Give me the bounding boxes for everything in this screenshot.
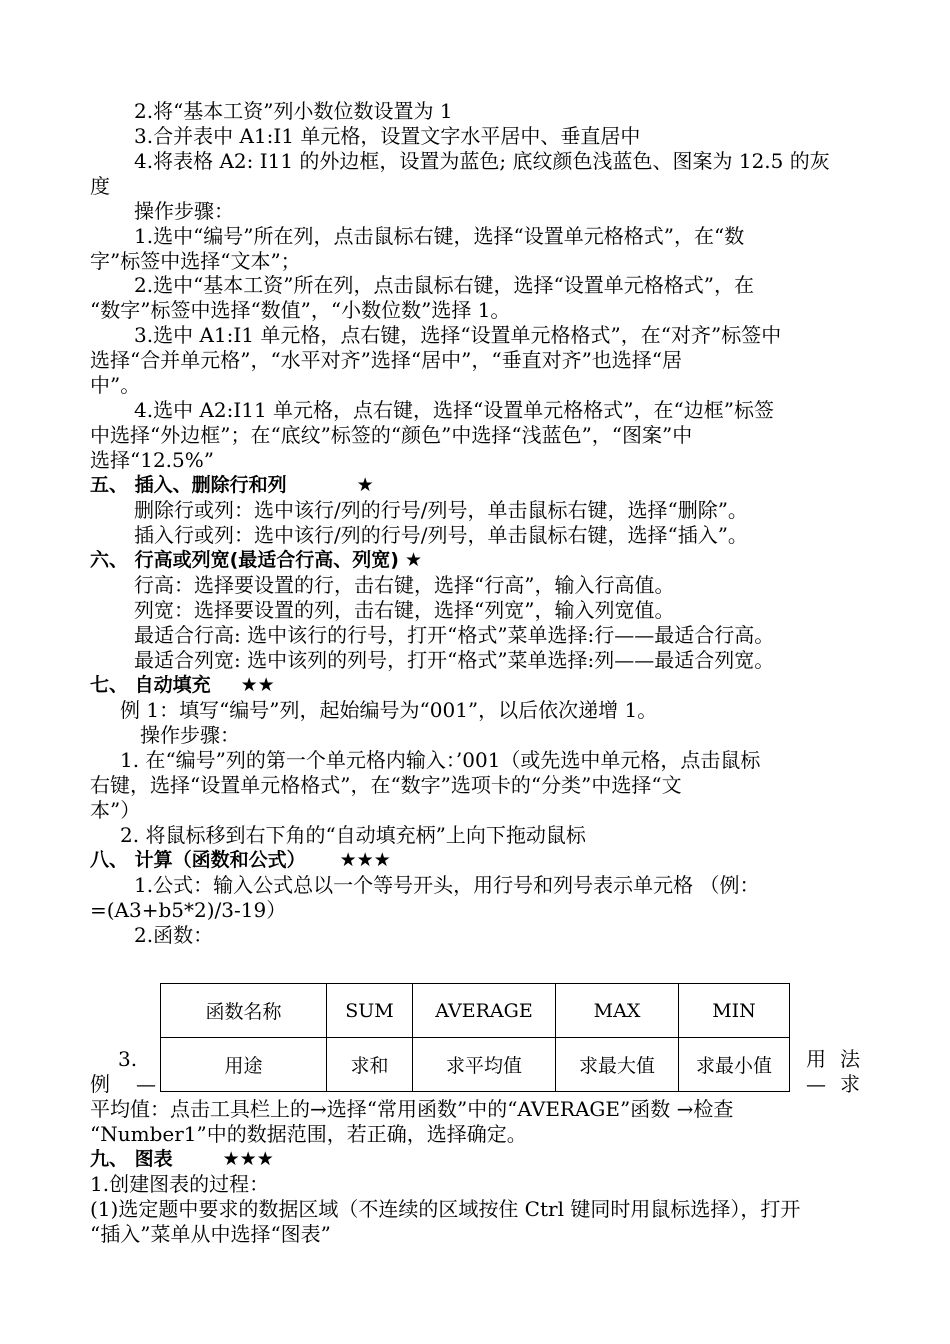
text-line: 2.函数： [134,923,214,947]
table-cell: MIN [679,984,790,1038]
star-icon: ★★★ [222,1148,274,1170]
section-heading: 五、 插入、删除行和列 ★ [90,474,374,496]
text-line: 最适合列宽: 选中该列的列号，打开“格式”菜单选择:列——最适合列宽。 [134,648,775,672]
text-line: 行高：选择要设置的行，击右键，选择“行高”，输入行高值。 [134,573,675,597]
text-line: 1.公式：输入公式总以一个等号开头，用行号和列号表示单元格 （例： [134,873,760,897]
text-line: 2.选中“基本工资”所在列，点击鼠标右键，选择“设置单元格格式”，在 [134,273,754,297]
section-heading: 七、 自动填充 ★★ [90,674,275,696]
text-line: 本”） [90,798,141,822]
text-line: 例 1：填写“编号”列，起始编号为“001”，以后依次递增 1。 [120,698,658,722]
text-line: 最适合行高: 选中该行的行号，打开“格式”菜单选择:行——最适合行高。 [134,623,775,647]
text-line: 右键，选择“设置单元格格式”，在“数字”选项卡的“分类”中选择“文 [90,773,682,797]
section-heading: 八、 计算（函数和公式） ★★★ [90,849,391,871]
text-line: 列宽：选择要设置的列，击右键，选择“列宽”，输入列宽值。 [134,598,675,622]
table-cell: 求平均值 [413,1038,556,1092]
text-line: 选择“合并单元格”，“水平对齐”选择“居中”，“垂直对齐”也选择“居 [90,348,683,372]
text-fragment: 例 — [90,1072,156,1096]
text-fragment: 用 法 [806,1047,860,1071]
function-table [160,983,790,1092]
text-line: 平均值：点击工具栏上的→选择“常用函数”中的“AVERAGE”函数 →检查 [90,1097,734,1121]
table-row [161,984,790,1038]
text-line: 1. 在“编号”列的第一个单元格内输入：’001（或先选中单元格，点击鼠标 [120,748,761,772]
text-line: 2. 将鼠标移到右下角的“自动填充柄”上向下拖动鼠标 [120,823,586,847]
table-cell: 用途 [161,1038,327,1092]
text-line: 删除行或列：选中该行/列的行号/列号，单击鼠标右键，选择“删除”。 [134,498,748,522]
table-row [161,1038,790,1092]
text-line: 1.创建图表的过程： [90,1172,270,1196]
table-cell: SUM [327,984,413,1038]
star-icon: ★★★ [339,849,391,871]
text-line: =(A3+b5*2)/3-19） [90,898,287,922]
text-line: 字”标签中选择“文本”； [90,249,301,273]
text-line: 操作步骤： [140,723,240,747]
text-line: 中选择“外边框”；在“底纹”标签的“颜色”中选择“浅蓝色”，“图案”中 [90,423,693,447]
table-cell: 函数名称 [161,984,327,1038]
table-cell: 求和 [327,1038,413,1092]
text-line: 3.合并表中 A1:I1 单元格，设置文字水平居中、垂直居中 [134,124,641,148]
text-fragment: — 求 [806,1072,860,1096]
star-icon: ★★ [240,674,275,696]
text-line: 4.将表格 A2: I11 的外边框，设置为蓝色; 底纹颜色浅蓝色、图案为 12.5 的灰 [134,149,830,173]
text-line: “Number1”中的数据范围，若正确，选择确定。 [90,1122,527,1146]
text-line: (1)选定题中要求的数据区域（不连续的区域按住 Ctrl 键同时用鼠标选择），打开 [90,1197,801,1221]
star-icon: ★ [404,549,423,571]
star-icon: ★ [356,474,374,496]
table-cell: MAX [556,984,679,1038]
text-line: 4.选中 A2:I11 单元格，点右键，选择“设置单元格格式”，在“边框”标签 [134,398,774,422]
text-line: “插入”菜单从中选择“图表” [90,1222,331,1246]
text-line: 插入行或列：选中该行/列的行号/列号，单击鼠标右键，选择“插入”。 [134,523,748,547]
text-line: 3.选中 A1:I1 单元格，点右键，选择“设置单元格格式”，在“对齐”标签中 [134,323,782,347]
text-fragment: 3. [118,1047,138,1071]
table-cell: AVERAGE [413,984,556,1038]
text-line: 1.选中“编号”所在列，点击鼠标右键，选择“设置单元格格式”，在“数 [134,224,745,248]
text-line: 度 [90,174,110,198]
text-line: 选择“12.5%” [90,448,214,472]
section-heading: 六、 行高或列宽(最适合行高、列宽) ★ [90,549,423,571]
table-cell: 求最大值 [556,1038,679,1092]
text-line: 2.将“基本工资”列小数位数设置为 1 [134,99,453,123]
text-line: “数字”标签中选择“数值”，“小数位数”选择 1。 [90,298,511,322]
table-cell: 求最小值 [679,1038,790,1092]
section-heading: 九、 图表 ★★★ [90,1148,274,1170]
text-line: 中”。 [90,373,141,397]
text-line: 操作步骤： [134,199,234,223]
